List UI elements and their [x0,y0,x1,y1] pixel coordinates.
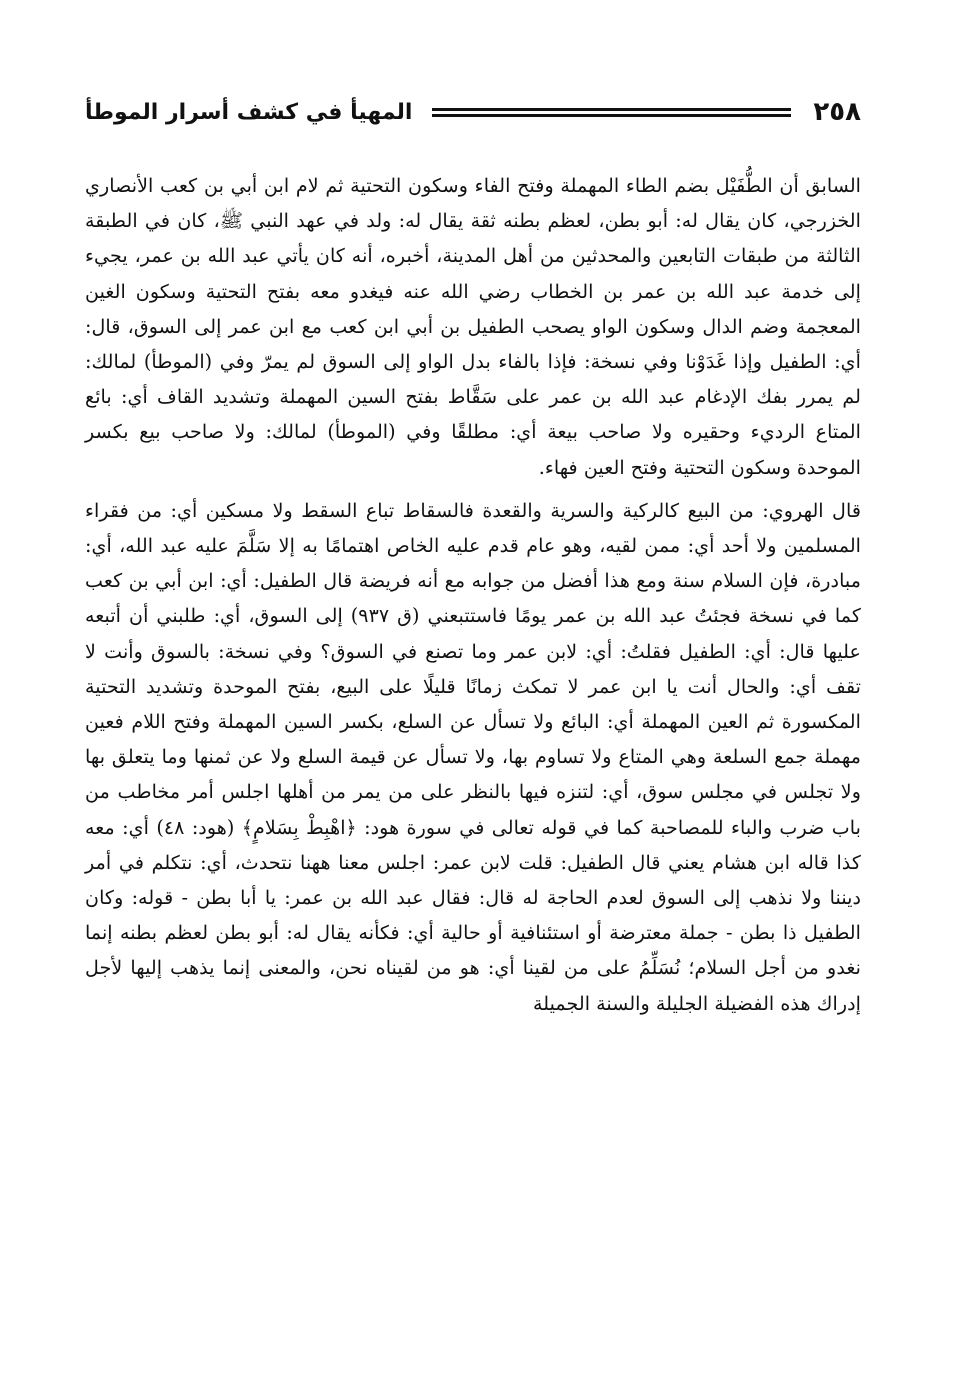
page-header [85,92,861,132]
book-title: المهيأ في كشف أسرار الموطأ [85,99,413,125]
header-double-rule [432,108,791,117]
paragraph: السابق أن الطُّفَيْل بضم الطاء المهملة وفتح الفاء وسكون التحتية ثم لام ابن أبي بن كعب الأنصاري الخزرجي، كان يقال له: أبو بطن، لعظم بطنه ثقة يقال له: ولد في عهد النبي ﷺ، كان في الطبقة الثالثة من طبقات التابعين والمحدثين من أهل المدينة، أخبره، أنه كان يأتي عبد الله بن عمر، يجيء إلى خدمة عبد الله بن عمر بن الخطاب رضي الله عنه فيغدو معه بفتح التحتية وسكون الغين المعجمة وضم الدال وسكون الواو يصحب الطفيل بن أبي ابن كعب مع ابن عمر إلى السوق، قال: أي: الطفيل وإذا غَدَوْنا وفي نسخة: فإذا بالفاء بدل الواو إلى السوق لم يمرّ وفي (الموطأ) لمالك: لم يمرر بفك الإدغام عبد الله بن عمر على سَقَّاط بفتح السين المهملة وتشديد القاف أي: بائع المتاع الرديء وحقيره ولا صاحب بيعة أي: مطلقًا وفي (الموطأ) لمالك: ولا صاحب بيع بكسر الموحدة وسكون التحتية وفتح العين فهاء. [85,174,861,479]
main-text [85,168,861,1021]
paragraph: قال الهروي: من البيع كالركية والسرية والقعدة فالسقاط تباع السقط ولا مسكين أي: من فقراء المسلمين ولا أحد أي: ممن لقيه، وهو عام قدم عليه الخاص اهتمامًا به إلا سَلَّمَ عليه عبد الله، أي: مبادرة، فإن السلام سنة ومع هذا أفضل من جوابه مع أنه فريضة قال الطفيل: أي: ابن أبي بن كعب كما في نسخة فجئتُ عبد الله بن عمر يومًا فاستتبعني (ق ٩٣٧) إلى السوق، أي: طلبني أن أتبعه عليها قال: أي: الطفيل فقلتُ: أي: لابن عمر وما تصنع في السوق؟ وفي نسخة: بالسوق وأنت لا تقف أي: والحال أنت يا ابن عمر لا تمكث زمانًا قليلًا على البيع، بفتح الموحدة وتشديد التحتية المكسورة ثم العين المهملة أي: البائع ولا تسأل عن السلع، بكسر السين المهملة وفتح اللام فعين مهملة جمع السلعة وهي المتاع ولا تساوم بها، ولا تسأل عن قيمة السلع ولا عن ثمنها وما يتعلق بها ولا تجلس في مجلس سوق، أي: لتنزه فيها بالنظر على من يمر من أهلها اجلس أمر مخاطب من باب ضرب والباء للمصاحبة كما في قوله تعالى في سورة هود: ﴿اهْبِطْ بِسَلامٍ﴾ (هود: ٤٨) أي: معه كذا قاله ابن هشام يعني قال الطفيل: قلت لابن عمر: اجلس معنا ههنا نتحدث، أي: نتكلم في أمر ديننا ولا نذهب إلى السوق لعدم الحاجة له قال: فقال عبد الله بن عمر: يا أبا بطن - قوله: وكان الطفيل ذا بطن - جملة معترضة أو استئنافية أو حالية أي: فكأنه يقال له: أبو بطن لعظم بطنه إنما نغدو من أجل السلام؛ نُسَلِّمُ على من لقينا أي: هو من لقيناه نحن، والمعنى إنما يذهب إليها لأجل إدراك هذه الفضيلة الجليلة والسنة الجميلة [85,498,861,1015]
page-number: ٢٥٨ [813,97,861,127]
